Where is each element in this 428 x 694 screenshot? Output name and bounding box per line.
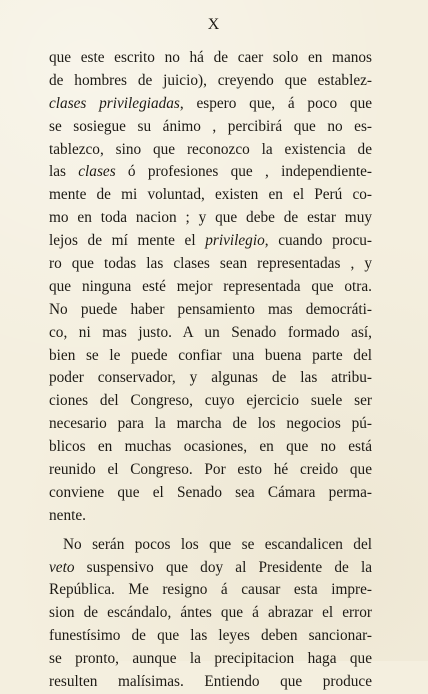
italic-text: veto [49,558,75,576]
text-line [49,161,372,184]
text-line [49,184,372,207]
text-segment: resulten malísimas. Entiendo que produce [49,673,372,691]
italic-text: clases privilegiadas [49,94,180,112]
text-segment: se sosiegue su ánimo , percibirá que no es- [49,117,372,135]
text-line [49,276,372,299]
text-line [49,93,372,116]
text-line [49,557,372,580]
text-line [49,299,372,322]
text-line [49,482,372,505]
text-line [49,322,372,345]
text-line [49,671,372,694]
text-segment: mente de mi voluntad, existen en el Perú co- [49,186,372,204]
text-line [49,367,372,390]
text-segment: que ninguna esté mejor representada que otra. [49,277,372,295]
text-segment: ro que todas las clases sean representadas , y [49,255,372,273]
text-segment: que este escrito no há de caer solo en manos [49,49,372,66]
text-segment: No puede haber pensamiento mas democráti- [49,300,372,318]
text-segment: funestísimo de que las leyes deben sancionar- [49,627,372,645]
text-segment: República. Me resigno á causar esta impre- [49,581,372,599]
text-segment: necesario para la marcha de los negocios pú- [49,415,372,433]
text-segment: sion de escándalo, ántes que á abrazar el error [49,604,372,622]
text-segment: mo en toda nacion ; y que debe de estar muy [49,209,372,227]
text-segment: nente. [49,506,86,524]
text-line [49,116,372,139]
text-segment: , cuando procu- [264,232,372,250]
italic-text: privilegio [205,232,265,250]
text-line [49,579,372,602]
text-line [49,413,372,436]
text-line [49,253,372,276]
text-segment: reunido el Congreso. Por esto hé creido que [49,461,372,479]
text-line [49,534,372,557]
text-line [49,390,372,413]
italic-text: clases [78,163,116,181]
body-text [49,47,372,694]
text-line [49,505,372,528]
page-number: X [207,16,221,33]
text-segment: poder conservador, y algunas de las atribu- [49,369,372,387]
text-segment: ó profesiones que , independiente- [115,163,372,181]
text-line [49,47,372,70]
text-line [49,345,372,368]
text-segment: las [49,163,79,181]
text-segment: , espero que, á poco que [179,94,372,112]
text-line [49,602,372,625]
text-segment: co, ni mas justo. A un Senado formado así, [49,323,372,341]
text-line [49,207,372,230]
text-segment: conviene que el Senado sea Cámara perma- [49,483,372,501]
text-line [49,139,372,162]
text-segment: ciones del Congreso, cuyo ejercicio suele ser [49,392,372,410]
text-line [49,625,372,648]
text-line [49,230,372,253]
text-segment: tablezco, sino que reconozco la existencia de [49,140,372,158]
text-segment: de hombres de juicio), creyendo que establez- [49,71,372,89]
text-segment: se pronto, aunque la precipitacion haga que [49,650,372,668]
text-segment: blicos en muchas ocasiones, en que no está [49,438,372,456]
text-segment: No serán pocos los que se escandalicen del [63,535,372,553]
text-line [49,459,372,482]
text-segment: lejos de mí mente el [49,232,206,250]
text-line [49,70,372,93]
text-segment: bien se le puede confiar una buena parte del [49,346,372,364]
text-segment: suspensivo que doy al Presidente de la [74,558,372,576]
text-line [49,436,372,459]
text-line [49,648,372,671]
